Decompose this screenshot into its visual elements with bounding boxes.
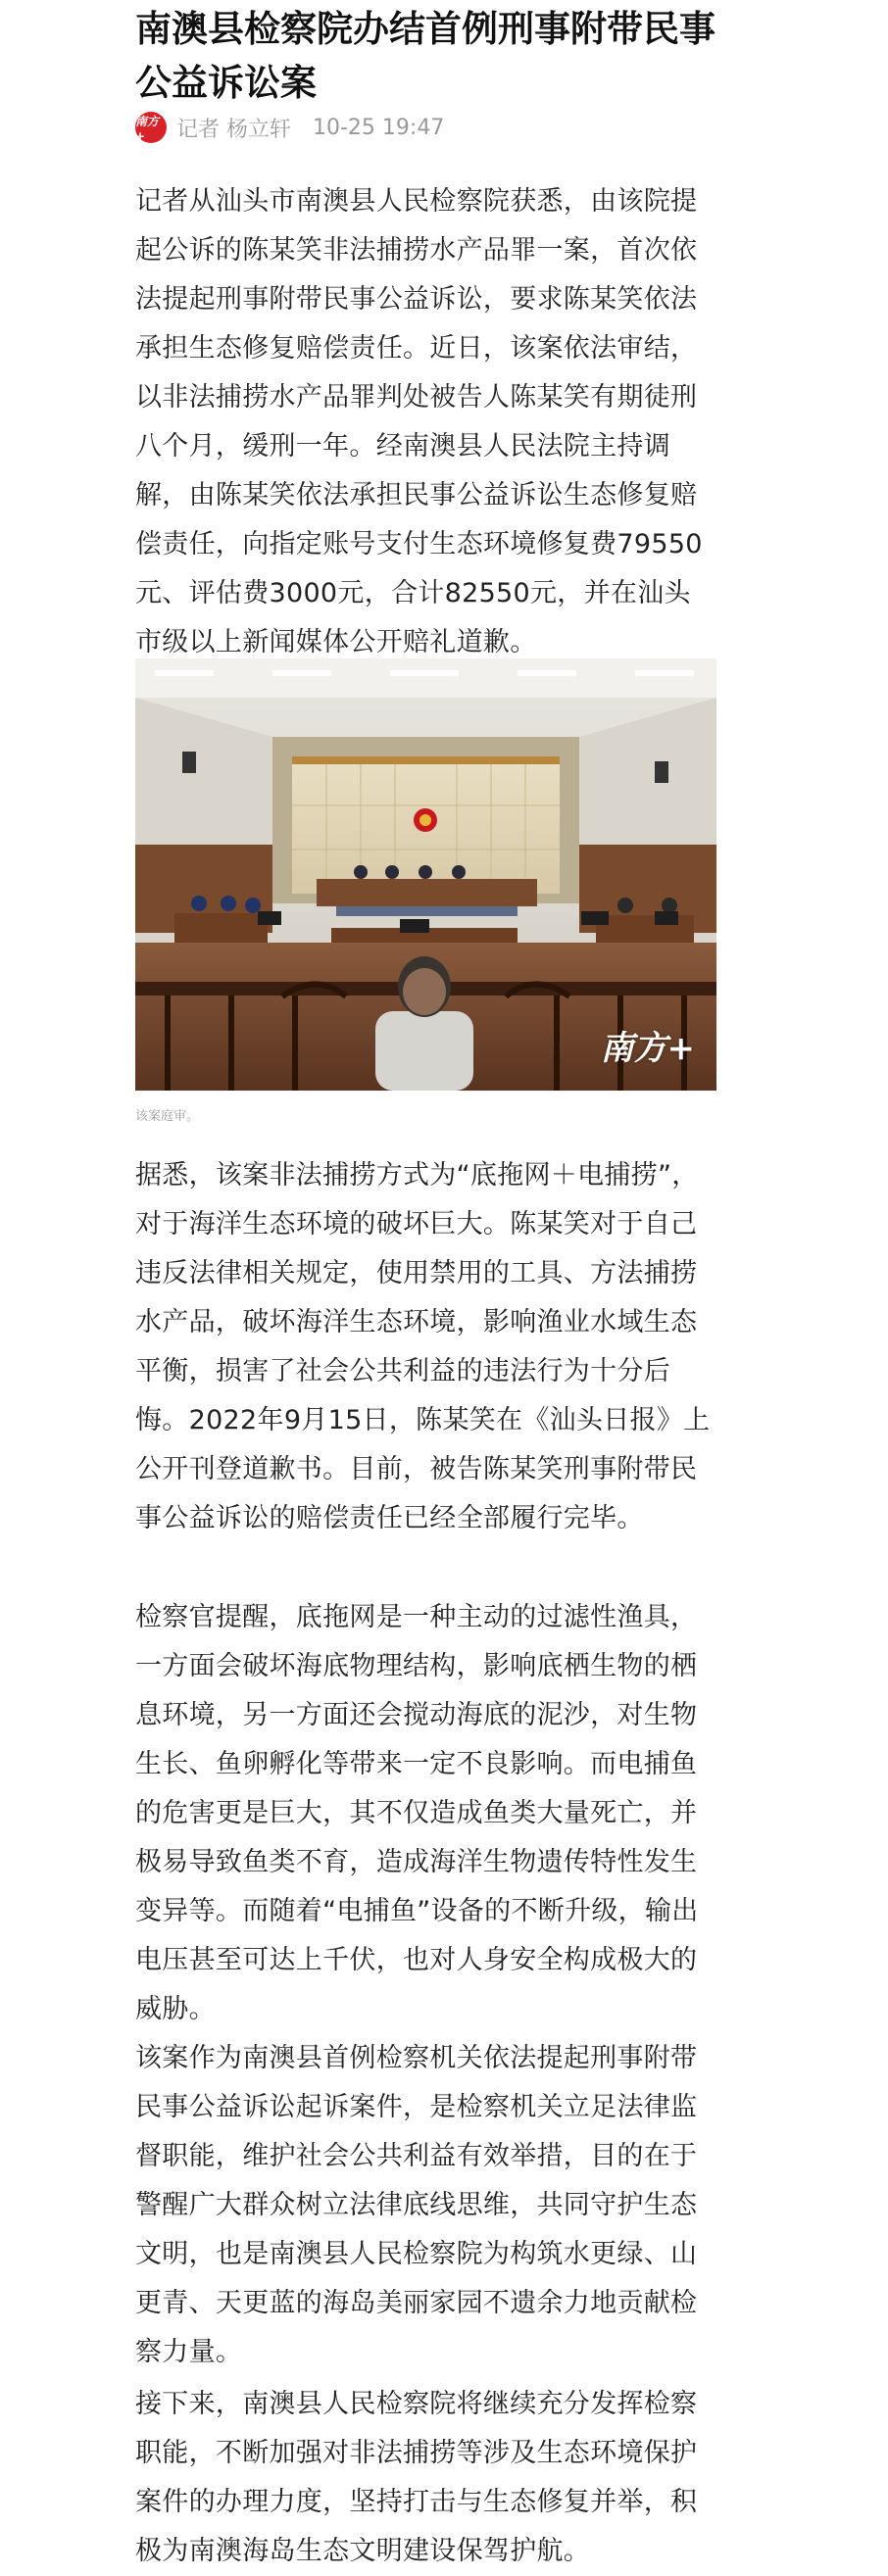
source-logo-icon[interactable]: 南方+ [135,112,167,143]
courtroom-photo[interactable] [135,658,716,1091]
article-title: 南澳县检察院办结首例刑事附带民事公益诉讼案 [135,8,715,104]
article-meta [135,110,466,145]
photo-caption: 该案庭审。 [135,1109,200,1124]
paragraph-4: 该案作为南澳县首例检察机关依法提起刑事附带民事公益诉讼起诉案件，是检察机关立足法律监督职能，维护社会公共利益有效举措，目的在于警醒广大群众树立法律底线思维，共同守护生态文明，也是南澳县人民检察院为构筑水更绿、山更青、天更蓝的海岛美丽家园不遗余力地贡献检察力量。 [135,2043,698,2367]
paragraph-1: 记者从汕头市南澳县人民检察院获悉，由该院提起公诉的陈某笑非法捕捞水产品罪一案，首次依法提起刑事附带民事公益诉讼，要求陈某笑依法承担生态修复赔偿责任。近日，该案依法审结，以非法捕捞水产品罪判处被告人陈某笑有期徒刑八个月，缓刑一年。经南澳县人民法院主持调解，由陈某笑依法承担民事公益诉讼生态修复赔偿责任，向指定账号支付生态环境修复费79550元、评估费3000元，合计82550元，并在汕头市级以上新闻媒体公开赔礼道歉。 [135,186,703,657]
paragraph-2: 据悉，该案非法捕捞方式为“底拖网＋电捕捞”，对于海洋生态环境的破坏巨大。陈某笑对于自己违反法律相关规定，使用禁用的工具、方法捕捞水产品，破坏海洋生态环境，影响渔业水域生态平衡，损害了社会公共利益的违法行为十分后悔。2022年9月15日，陈某笑在《汕头日报》上公开刊登道歉书。目前，被告陈某笑刑事附带民事公益诉讼的赔偿责任已经全部履行完毕。 [135,1160,711,1533]
paragraph-3: 检察官提醒，底拖网是一种主动的过滤性渔具，一方面会破坏海底物理结构，影响底栖生物的栖息环境，另一方面还会搅动海底的泥沙，对生物生长、鱼卵孵化等带来一定不良影响。而电捕鱼的危害更是巨大，其不仅造成鱼类大量死亡，并极易导致鱼类不育，造成海洋生物遗传特性发生变异等。而随着“电捕鱼”设备的不断升级，输出电压甚至可达上千伏，也对人身安全构成极大的威胁。 [135,1602,699,2024]
reporter-name[interactable]: 记者 杨立轩 [176,117,291,142]
publish-time: 10-25 19:47 [313,115,445,140]
watermark-logo: 南方+ [600,1029,695,1068]
paragraph-5: 接下来，南澳县人民检察院将继续充分发挥检察职能，不断加强对非法捕捞等涉及生态环境保护案件的办理力度，坚持打击与生态修复并举，积极为南澳海岛生态文明建设保驾护航。 [135,2389,698,2566]
